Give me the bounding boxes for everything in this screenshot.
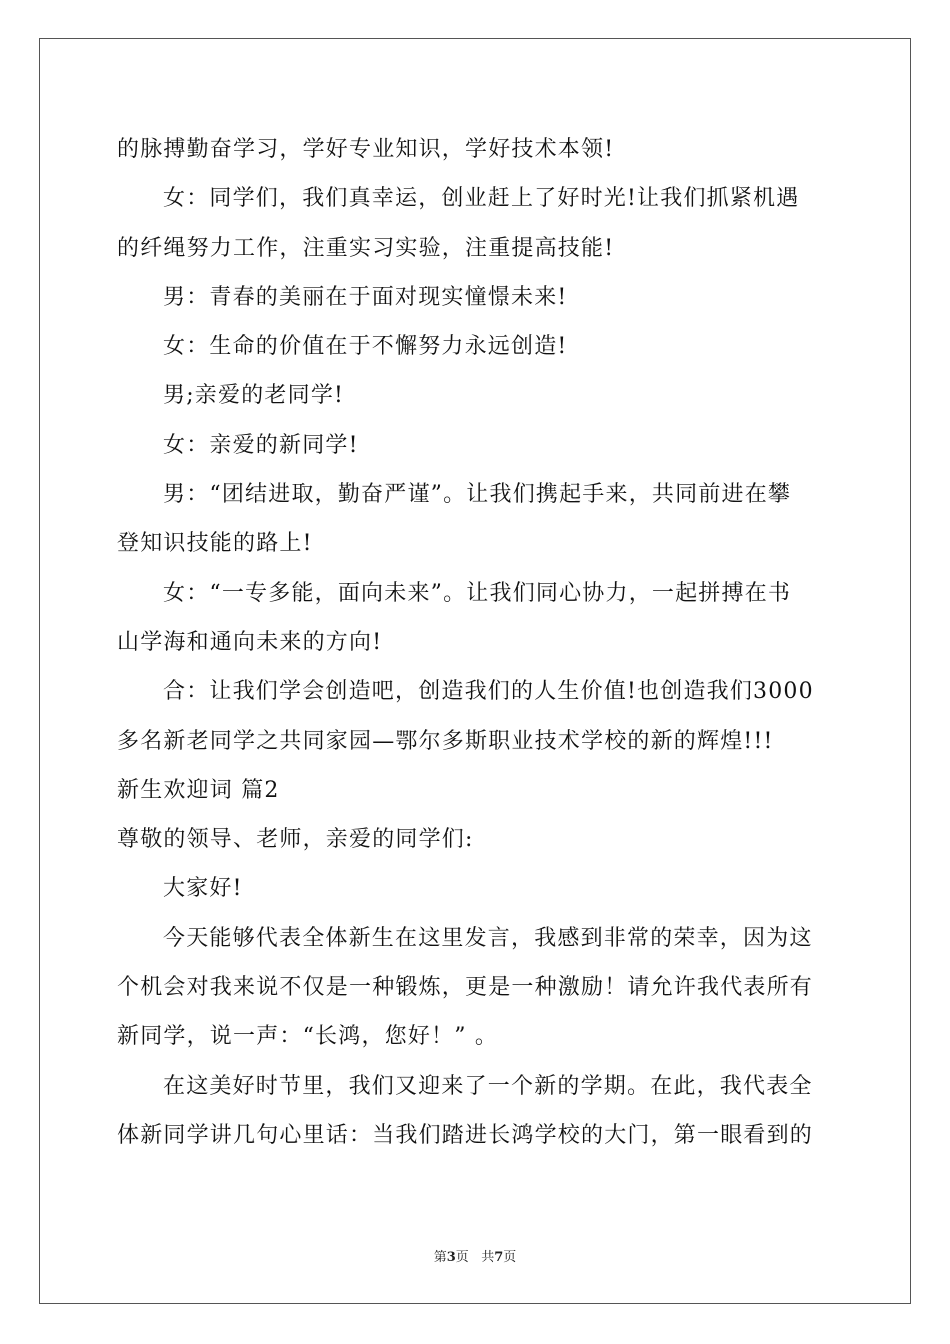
current-page-number: 3 — [446, 1250, 456, 1265]
document-body — [117, 125, 837, 1160]
salutation: 尊敬的领导、老师，亲爱的同学们: — [117, 827, 474, 853]
text-line: 在这美好时节里，我们又迎来了一个新的学期。在此，我代表全 — [163, 1073, 813, 1099]
text-line: 登知识技能的路上! — [117, 531, 313, 557]
text-line: 的纤绳努力工作，注重实习实验，注重提高技能! — [117, 235, 615, 261]
text-line: 个机会对我来说不仅是一种锻炼，更是一种激励！请允许我代表所有 — [117, 975, 814, 1001]
text-line: 男;亲爱的老同学! — [163, 383, 345, 409]
text-line: 多名新老同学之共同家园—鄂尔多斯职业技术学校的新的辉煌!!! — [117, 728, 774, 754]
text-line: 女：亲爱的新同学! — [163, 432, 359, 458]
text-line: 体新同学讲几句心里话：当我们踏进长鸿学校的大门，第一眼看到的 — [117, 1122, 814, 1148]
text-line: 山学海和通向未来的方向! — [117, 629, 383, 655]
footer-prefix: 第 — [433, 1250, 447, 1265]
footer-suffix: 页 — [503, 1250, 517, 1265]
page-footer — [0, 1246, 950, 1265]
text-line: 今天能够代表全体新生在这里发言，我感到非常的荣幸，因为这 — [163, 925, 813, 951]
text-line: 男：“团结进取，勤奋严谨”。让我们携起手来，共同前进在攀 — [163, 482, 792, 508]
text-line: 合：让我们学会创造吧，创造我们的人生价值!也创造我们3000 — [163, 679, 814, 705]
text-line: 的脉搏勤奋学习，学好专业知识，学好技术本领! — [117, 137, 615, 162]
greeting: 大家好! — [163, 876, 243, 902]
text-line: 男：青春的美丽在于面对现实憧憬未来! — [163, 284, 568, 310]
text-line: 女：同学们，我们真幸运，创业赶上了好时光!让我们抓紧机遇 — [163, 186, 800, 212]
total-pages-number: 7 — [494, 1250, 504, 1265]
text-line: 女：“一专多能，面向未来”。让我们同心协力，一起拼搏在书 — [163, 580, 792, 606]
footer-middle: 页 共 — [455, 1250, 495, 1265]
section-heading: 新生欢迎词 篇2 — [117, 777, 280, 803]
text-line: 新同学，说一声：“长鸿，您好！” 。 — [117, 1024, 499, 1050]
text-line: 女：生命的价值在于不懈努力永远创造! — [163, 334, 568, 360]
